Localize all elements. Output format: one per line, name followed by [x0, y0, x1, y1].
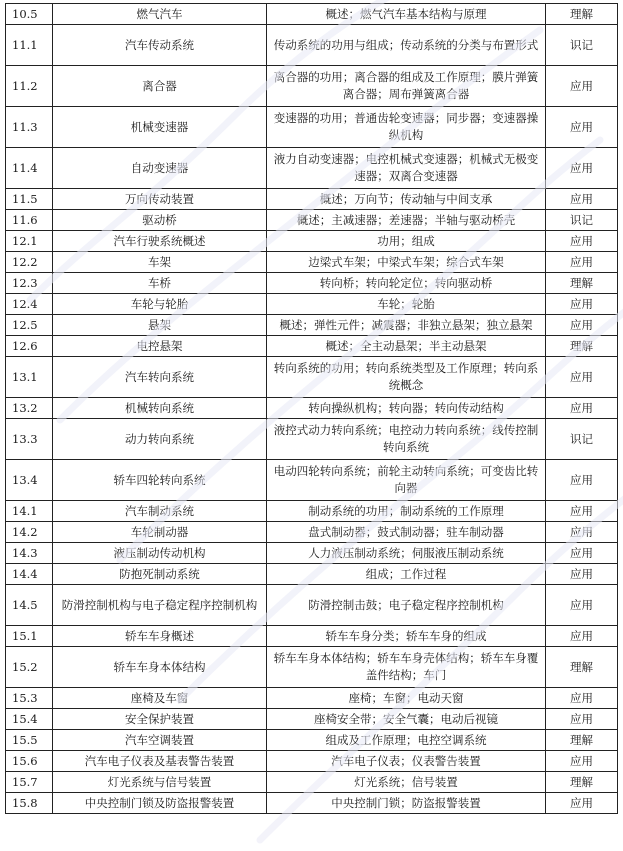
table-row [6, 357, 618, 398]
content-cell: 座椅；车窗；电动天窗 [267, 688, 546, 709]
level-cell: 应用 [546, 107, 618, 148]
content-cell: 液控式动力转向系统；电控动力转向系统；线传控制转向系统 [267, 419, 546, 460]
level-cell: 理解 [546, 273, 618, 294]
table-row [6, 543, 618, 564]
level-cell: 应用 [546, 460, 618, 501]
content-cell: 转向系统的功用；转向系统类型及工作原理；转向系统概念 [267, 357, 546, 398]
content-cell: 转向操纵机构；转向器；转向传动结构 [267, 398, 546, 419]
level-cell: 识记 [546, 210, 618, 231]
table-row [6, 189, 618, 210]
level-cell: 应用 [546, 543, 618, 564]
topic-cell: 机械转向系统 [53, 398, 267, 419]
topic-cell: 轿车车身本体结构 [53, 647, 267, 688]
level-cell: 应用 [546, 66, 618, 107]
section-number: 15.3 [6, 688, 53, 709]
level-cell: 理解 [546, 336, 618, 357]
table-row [6, 793, 618, 814]
level-cell: 应用 [546, 522, 618, 543]
content-cell: 座椅安全带；安全气囊；电动后视镜 [267, 709, 546, 730]
topic-cell: 车轮与轮胎 [53, 294, 267, 315]
table-row [6, 315, 618, 336]
section-number: 11.6 [6, 210, 53, 231]
section-number: 13.4 [6, 460, 53, 501]
level-cell: 应用 [546, 564, 618, 585]
table-row [6, 419, 618, 460]
section-number: 12.3 [6, 273, 53, 294]
level-cell: 应用 [546, 688, 618, 709]
table-row [6, 107, 618, 148]
table-row [6, 336, 618, 357]
content-cell: 电动四轮转向系统；前轮主动转向系统；可变齿比转向器 [267, 460, 546, 501]
topic-cell: 汽车制动系统 [53, 501, 267, 522]
content-cell: 液力自动变速器；电控机械式变速器；机械式无极变速器；双离合变速器 [267, 148, 546, 189]
topic-cell: 灯光系统与信号装置 [53, 772, 267, 793]
level-cell: 应用 [546, 709, 618, 730]
topic-cell: 防滑控制机构与电子稳定程序控制机构 [53, 585, 267, 626]
content-cell: 概述；弹性元件；减震器；非独立悬架；独立悬架 [267, 315, 546, 336]
level-cell: 理解 [546, 730, 618, 751]
section-number: 15.5 [6, 730, 53, 751]
content-cell: 人力液压制动系统；伺服液压制动系统 [267, 543, 546, 564]
content-cell: 概述；燃气汽车基本结构与原理 [267, 4, 546, 25]
content-cell: 概述；全主动悬架；半主动悬架 [267, 336, 546, 357]
content-cell: 功用；组成 [267, 231, 546, 252]
content-cell: 变速器的功用；普通齿轮变速器；同步器；变速器操纵机构 [267, 107, 546, 148]
section-number: 12.1 [6, 231, 53, 252]
section-number: 15.1 [6, 626, 53, 647]
table-row [6, 398, 618, 419]
level-cell: 应用 [546, 357, 618, 398]
topic-cell: 自动变速器 [53, 148, 267, 189]
level-cell: 应用 [546, 793, 618, 814]
table-row [6, 709, 618, 730]
topic-cell: 燃气汽车 [53, 4, 267, 25]
table-row [6, 772, 618, 793]
section-number: 10.5 [6, 4, 53, 25]
table-body [6, 4, 618, 814]
content-cell: 传动系统的功用与组成；传动系统的分类与布置形式 [267, 25, 546, 66]
topic-cell: 汽车电子仪表及基表警告装置 [53, 751, 267, 772]
table-row [6, 647, 618, 688]
section-number: 14.3 [6, 543, 53, 564]
topic-cell: 轿车四轮转向系统 [53, 460, 267, 501]
section-number: 15.8 [6, 793, 53, 814]
topic-cell: 万向传动装置 [53, 189, 267, 210]
content-cell: 概述；万向节；传动轴与中间支承 [267, 189, 546, 210]
section-number: 13.2 [6, 398, 53, 419]
topic-cell: 车架 [53, 252, 267, 273]
content-cell: 组成；工作过程 [267, 564, 546, 585]
topic-cell: 驱动桥 [53, 210, 267, 231]
table-row [6, 730, 618, 751]
level-cell: 应用 [546, 252, 618, 273]
topic-cell: 机械变速器 [53, 107, 267, 148]
section-number: 12.5 [6, 315, 53, 336]
topic-cell: 汽车转向系统 [53, 357, 267, 398]
content-cell: 轿车车身分类；轿车车身的组成 [267, 626, 546, 647]
content-cell: 轿车车身本体结构；轿车车身壳体结构；轿车车身覆盖件结构；车门 [267, 647, 546, 688]
level-cell: 应用 [546, 398, 618, 419]
section-number: 13.1 [6, 357, 53, 398]
table-row [6, 148, 618, 189]
level-cell: 识记 [546, 25, 618, 66]
topic-cell: 汽车传动系统 [53, 25, 267, 66]
section-number: 12.2 [6, 252, 53, 273]
level-cell: 应用 [546, 626, 618, 647]
section-number: 15.2 [6, 647, 53, 688]
section-number: 15.7 [6, 772, 53, 793]
table-row [6, 751, 618, 772]
table-row [6, 522, 618, 543]
level-cell: 应用 [546, 231, 618, 252]
topic-cell: 座椅及车窗 [53, 688, 267, 709]
section-number: 15.6 [6, 751, 53, 772]
content-cell: 中央控制门锁；防盗报警装置 [267, 793, 546, 814]
table-row [6, 252, 618, 273]
table-row [6, 66, 618, 107]
section-number: 11.3 [6, 107, 53, 148]
topic-cell: 安全保护装置 [53, 709, 267, 730]
level-cell: 应用 [546, 189, 618, 210]
table-row [6, 626, 618, 647]
level-cell: 应用 [546, 294, 618, 315]
content-cell: 盘式制动器；鼓式制动器；驻车制动器 [267, 522, 546, 543]
table-row [6, 231, 618, 252]
table-row [6, 688, 618, 709]
section-number: 14.2 [6, 522, 53, 543]
level-cell: 应用 [546, 148, 618, 189]
section-number: 12.6 [6, 336, 53, 357]
section-number: 11.1 [6, 25, 53, 66]
level-cell: 理解 [546, 647, 618, 688]
content-cell: 灯光系统；信号装置 [267, 772, 546, 793]
table-row [6, 25, 618, 66]
level-cell: 识记 [546, 419, 618, 460]
level-cell: 应用 [546, 501, 618, 522]
table-row [6, 273, 618, 294]
topic-cell: 离合器 [53, 66, 267, 107]
content-cell: 制动系统的功用；制动系统的工作原理 [267, 501, 546, 522]
level-cell: 理解 [546, 772, 618, 793]
section-number: 12.4 [6, 294, 53, 315]
topic-cell: 动力转向系统 [53, 419, 267, 460]
table-row [6, 4, 618, 25]
content-cell: 离合器的功用；离合器的组成及工作原理；膜片弹簧离合器；周布弹簧离合器 [267, 66, 546, 107]
topic-cell: 车桥 [53, 273, 267, 294]
section-number: 14.4 [6, 564, 53, 585]
table-row [6, 460, 618, 501]
table-row [6, 585, 618, 626]
section-number: 11.4 [6, 148, 53, 189]
table-row [6, 210, 618, 231]
topic-cell: 中央控制门锁及防盗报警装置 [53, 793, 267, 814]
table-row [6, 294, 618, 315]
level-cell: 应用 [546, 315, 618, 336]
topic-cell: 汽车空调装置 [53, 730, 267, 751]
topic-cell: 悬架 [53, 315, 267, 336]
topic-cell: 车轮制动器 [53, 522, 267, 543]
section-number: 11.2 [6, 66, 53, 107]
section-number: 13.3 [6, 419, 53, 460]
section-number: 11.5 [6, 189, 53, 210]
topic-cell: 液压制动传动机构 [53, 543, 267, 564]
topic-cell: 汽车行驶系统概述 [53, 231, 267, 252]
content-cell: 车轮；轮胎 [267, 294, 546, 315]
level-cell: 应用 [546, 751, 618, 772]
table-row [6, 564, 618, 585]
content-cell: 组成及工作原理；电控空调系统 [267, 730, 546, 751]
content-cell: 防滑控制击鼓；电子稳定程序控制机构 [267, 585, 546, 626]
section-number: 14.1 [6, 501, 53, 522]
content-cell: 边梁式车架；中梁式车架；综合式车架 [267, 252, 546, 273]
section-number: 15.4 [6, 709, 53, 730]
table-row [6, 501, 618, 522]
content-cell: 汽车电子仪表；仪表警告装置 [267, 751, 546, 772]
section-number: 14.5 [6, 585, 53, 626]
syllabus-table [5, 3, 618, 814]
content-cell: 概述；主减速器；差速器；半轴与驱动桥壳 [267, 210, 546, 231]
topic-cell: 防抱死制动系统 [53, 564, 267, 585]
level-cell: 应用 [546, 585, 618, 626]
content-cell: 转向桥；转向轮定位；转向驱动桥 [267, 273, 546, 294]
topic-cell: 电控悬架 [53, 336, 267, 357]
level-cell: 理解 [546, 4, 618, 25]
topic-cell: 轿车车身概述 [53, 626, 267, 647]
